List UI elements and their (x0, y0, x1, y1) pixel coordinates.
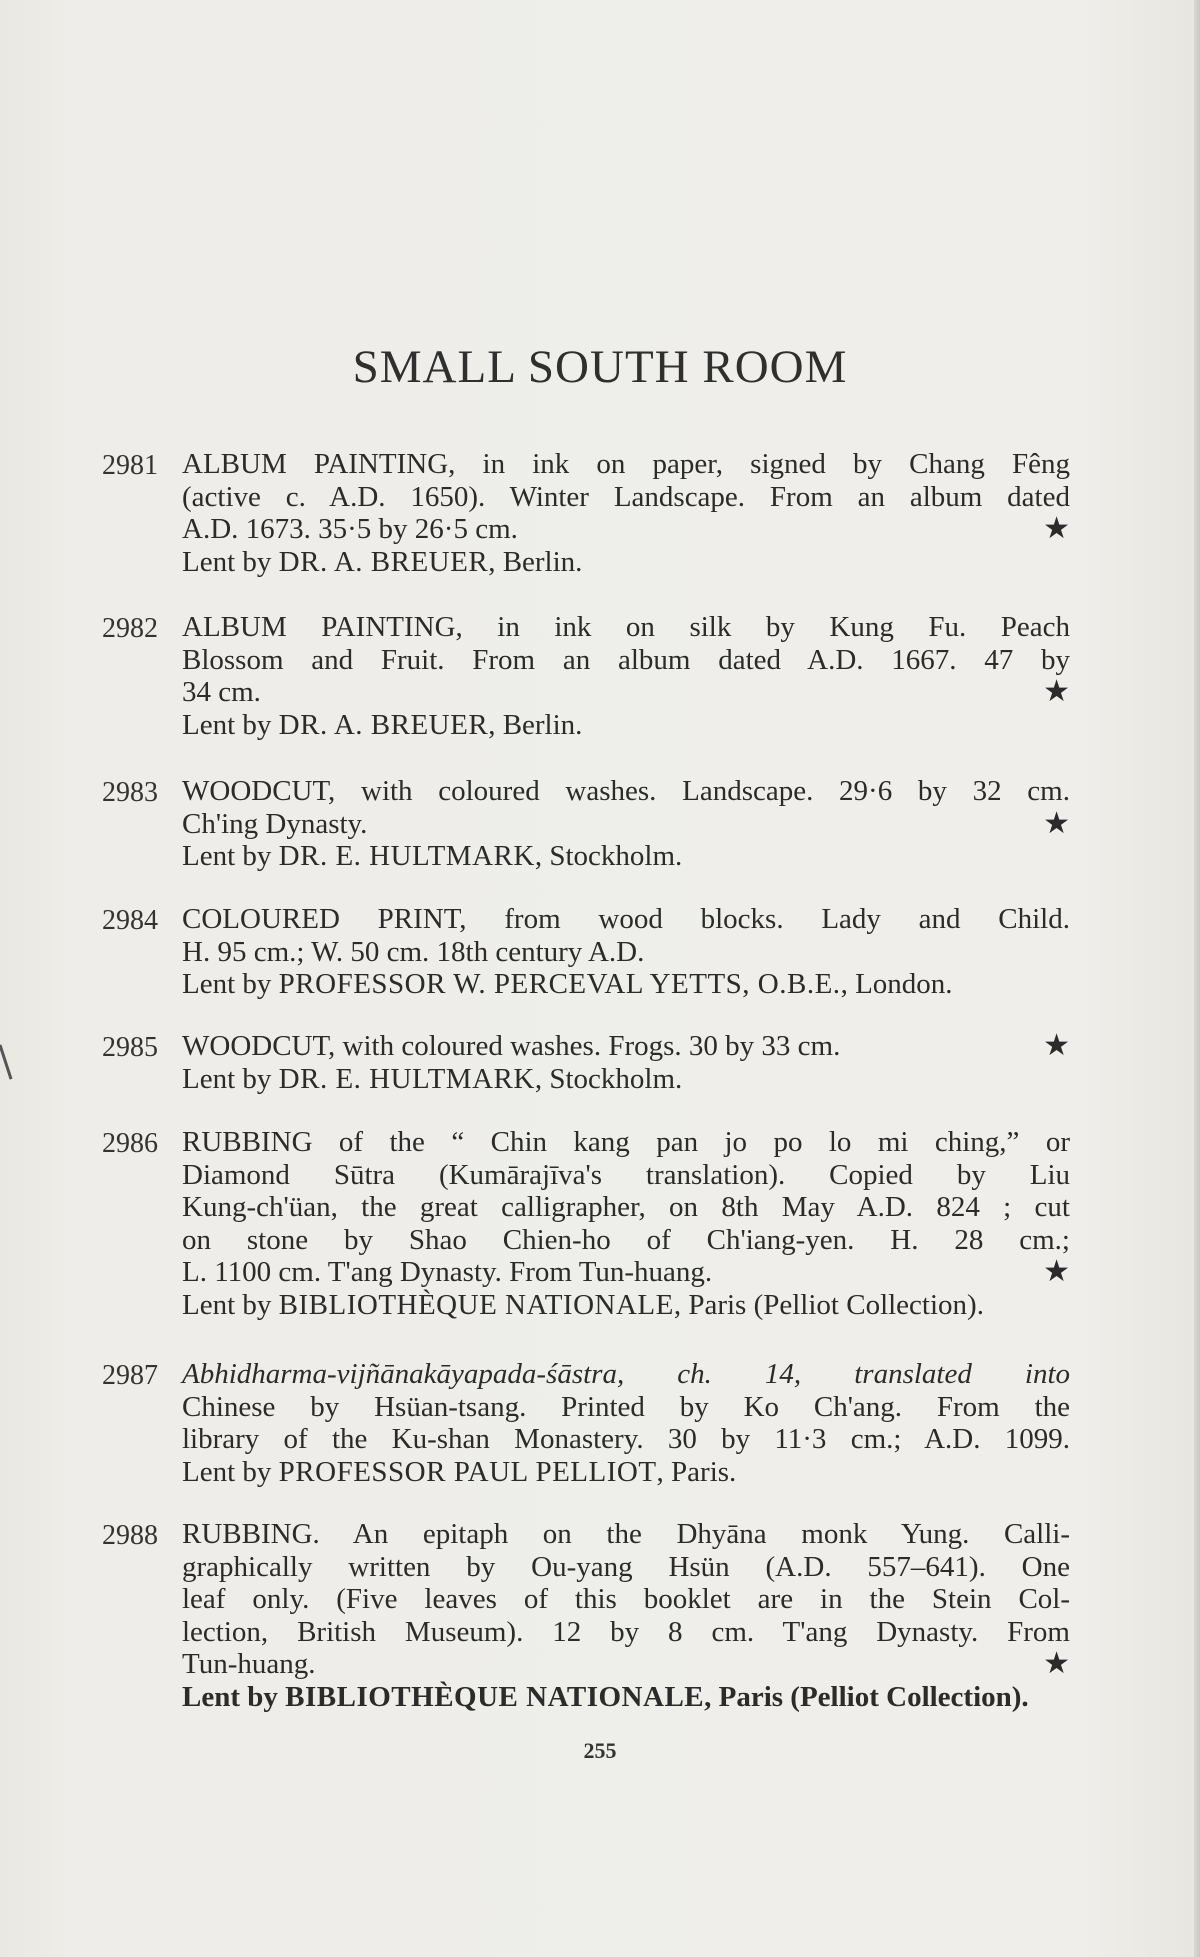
lender-line: Lent by DR. A. BREUER, Berlin. (182, 708, 583, 741)
star-icon: ★ (1043, 1029, 1070, 1062)
entry-number: 2983 (102, 777, 158, 808)
lender-name: DR. E. HULTMARK (278, 840, 535, 872)
lender-name: DR. E. HULTMARK (278, 1062, 535, 1095)
page-heading: SMALL SOUTH ROOM (352, 341, 848, 393)
entry-line: on stone by Shao Chien-ho of Ch'iang-yen. H. 28 cm.; (182, 1223, 1070, 1256)
lender-name: DR. A. BREUER (278, 708, 489, 741)
entry-number: 2984 (102, 905, 158, 936)
entry-line: Kung-ch'üan, the great calligrapher, on 8th May A.D. 824 ; cut (182, 1191, 1070, 1223)
entry-line: A.D. 1673. 35·5 by 26·5 cm. (182, 513, 518, 545)
entry-line: leaf only. (Five leaves of this booklet are in the Stein Col- (182, 1583, 1070, 1615)
lender-name: BIBLIOTHÈQUE NATIONALE (285, 1680, 705, 1713)
entry-line: library of the Ku-shan Monastery. 30 by 11·3 cm.; A.D. 1099. (182, 1423, 1070, 1455)
entry-text (182, 775, 1070, 873)
entry-line: RUBBING of the “ Chin kang pan jo po lo mi ching,” or (182, 1126, 1070, 1158)
entry-line: Tun-huang. (182, 1648, 316, 1680)
entry-line: WOODCUT, with coloured washes. Landscape. 29·6 by 32 cm. (182, 775, 1070, 807)
entry-line: Abhidharma-vijñānakāyapada-śāstra, ch. 14, translated into (182, 1358, 1070, 1390)
star-icon: ★ (1043, 1255, 1070, 1288)
lender-name: PROFESSOR W. PERCEVAL YETTS, O.B.E. (278, 968, 841, 1000)
lender-line: Lent by BIBLIOTHÈQUE NATIONALE, Paris (Pelliot Collection). (182, 1680, 1029, 1713)
entry-line: (active c. A.D. 1650). Winter Landscape. From an album dated (182, 480, 1070, 513)
lender-line: Lent by PROFESSOR W. PERCEVAL YETTS, O.B.E., London. (182, 968, 953, 1000)
lender-line: Lent by BIBLIOTHÈQUE NATIONALE, Paris (Pelliot Collection). (182, 1288, 984, 1321)
page-edge (1194, 0, 1200, 1957)
lender-line: Lent by DR. A. BREUER, Berlin. (182, 545, 583, 578)
entry-text (182, 1518, 1070, 1713)
entry-number: 2988 (102, 1520, 158, 1551)
entry-number: 2985 (102, 1032, 158, 1063)
star-icon: ★ (1043, 675, 1070, 708)
lender-line: Lent by PROFESSOR PAUL PELLIOT, Paris. (182, 1455, 737, 1488)
entry-line: lection, British Museum). 12 by 8 cm. T'ang Dynasty. From (182, 1615, 1070, 1648)
entry-line: ALBUM PAINTING, in ink on paper, signed by Chang Fêng (182, 448, 1070, 480)
lender-name: DR. A. BREUER (278, 545, 489, 578)
lender-name: PROFESSOR PAUL PELLIOT (278, 1455, 657, 1488)
entry-line: Chinese by Hsüan-tsang. Printed by Ko Ch'ang. From the (182, 1390, 1070, 1423)
star-icon: ★ (1043, 806, 1070, 840)
entry-number: 2981 (102, 450, 158, 481)
entry-line: RUBBING. An epitaph on the Dhyāna monk Yung. Calli- (182, 1518, 1070, 1550)
entry-line: ALBUM PAINTING, in ink on silk by Kung Fu. Peach (182, 611, 1070, 643)
entry-number: 2986 (102, 1128, 158, 1159)
entry-line: H. 95 cm.; W. 50 cm. 18th century A.D. (182, 935, 645, 968)
lender-name: BIBLIOTHÈQUE NATIONALE (278, 1288, 674, 1321)
entry-line: Ch'ing Dynasty. (182, 807, 368, 840)
entry-text (182, 1358, 1070, 1488)
lender-line: Lent by DR. E. HULTMARK, Stockholm. (182, 840, 683, 872)
entry-text (182, 611, 1070, 741)
entry-text (182, 1030, 1070, 1095)
entry-number: 2987 (102, 1360, 158, 1391)
entry-line: graphically written by Ou-yang Hsün (A.D. 557–641). One (182, 1550, 1070, 1583)
entry-line: Diamond Sūtra (Kumārajīva's translation). Copied by Liu (182, 1158, 1070, 1191)
entry-text (182, 903, 1070, 1001)
entry-text (182, 448, 1070, 578)
entry-line: COLOURED PRINT, from wood blocks. Lady and Child. (182, 903, 1070, 935)
entry-number: 2982 (102, 613, 158, 644)
star-icon: ★ (1043, 1647, 1070, 1680)
entry-line: Blossom and Fruit. From an album dated A.D. 1667. 47 by (182, 643, 1070, 676)
entry-line: 34 cm. (182, 676, 261, 708)
margin-mark (0, 1044, 12, 1079)
lender-line: Lent by DR. E. HULTMARK, Stockholm. (182, 1062, 683, 1095)
star-icon: ★ (1043, 512, 1070, 545)
page-number: 255 (583, 1738, 617, 1763)
entry-text (182, 1126, 1070, 1321)
entry-line: WOODCUT, with coloured washes. Frogs. 30 by 33 cm. (182, 1030, 841, 1062)
entry-line: L. 1100 cm. T'ang Dynasty. From Tun-huang. (182, 1256, 713, 1288)
